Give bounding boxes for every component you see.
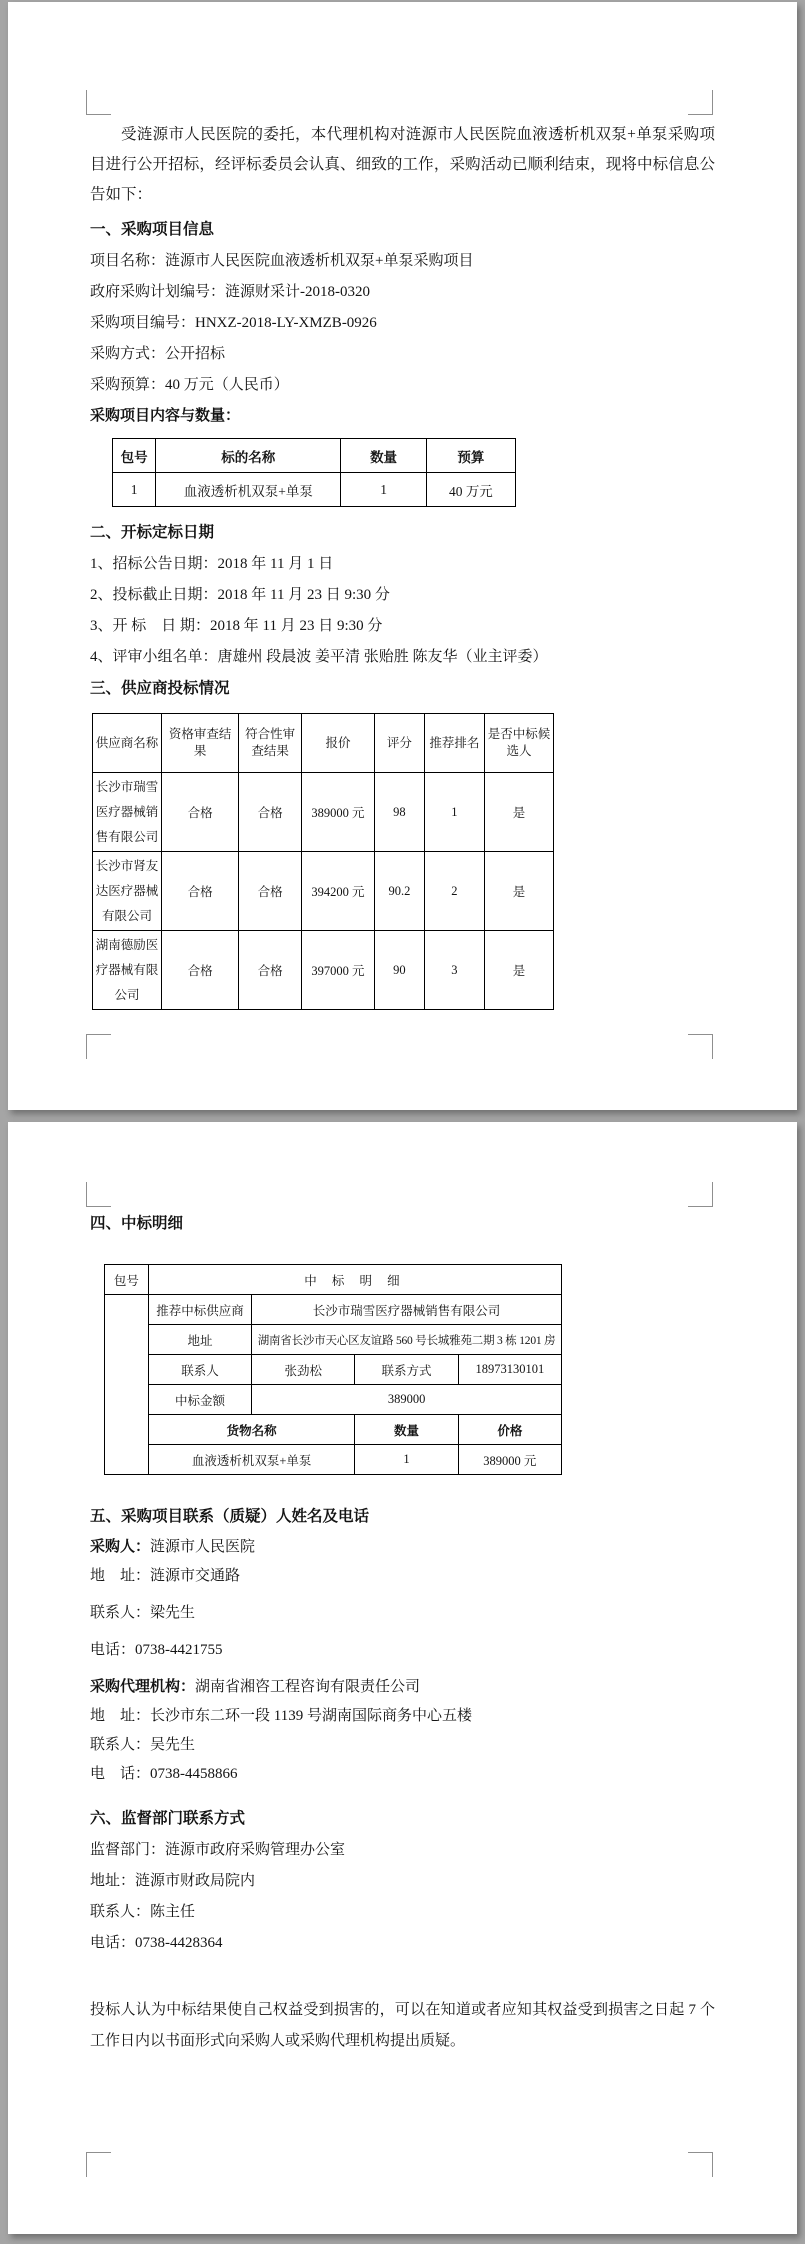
lot-table [112, 438, 516, 507]
contact-value: 涟源市交通路 [150, 1568, 241, 1584]
info-line-project-number: 采购项目编号：HNXZ-2018-LY-XMZB-0926 [90, 315, 377, 331]
contact-label: 地 址： [90, 1708, 151, 1724]
sup-2-score: 90.2 [375, 852, 425, 931]
lot-table-row [113, 473, 516, 507]
crop-mark-top-left [86, 1182, 111, 1207]
sup-3-price: 397000 元 [301, 931, 374, 1010]
contact-label: 电 话： [90, 1766, 151, 1782]
award-price-label: 价格 [458, 1415, 561, 1445]
award-row-goods [105, 1445, 562, 1475]
content-qty-label: 采购项目内容与数量： [90, 408, 241, 424]
award-qty-value: 1 [355, 1445, 458, 1475]
crop-mark-top-left [86, 90, 111, 115]
lot-table-header-row [113, 439, 516, 473]
bid-date-line-deadline: 2、投标截止日期：2018 年 11 月 23 日 9:30 分 [90, 587, 390, 603]
contact-line-agency-phone [90, 1760, 715, 1789]
supplier-row-3 [93, 931, 554, 1010]
supplier-row-1 [93, 773, 554, 852]
award-row-supplier [105, 1295, 562, 1325]
crop-mark-bottom-right [688, 2152, 713, 2177]
supplier-row-2 [93, 852, 554, 931]
crop-mark-bottom-left [86, 2152, 111, 2177]
document-page-2 [8, 1122, 797, 2234]
contact-line-purchaser-person [90, 1599, 715, 1628]
info-line-plan-number: 政府采购计划编号：涟源财采计-2018-0320 [90, 284, 370, 300]
sup-header-price: 报价 [301, 714, 374, 773]
supplier-table-header-row [93, 714, 554, 773]
sup-1-candidate: 是 [485, 773, 554, 852]
info-line-method: 采购方式：公开招标 [90, 346, 226, 362]
supervision-line-person: 联系人：陈主任 [90, 1904, 196, 1920]
contact-label: 联系人： [90, 1737, 151, 1753]
lot-header-bao: 包号 [113, 439, 156, 473]
award-goods-value: 血液透析机双泵+单泵 [148, 1445, 355, 1475]
crop-mark-bottom-right [688, 1034, 713, 1059]
sup-3-conform: 合格 [239, 931, 301, 1010]
sup-1-price: 389000 元 [301, 773, 374, 852]
award-qty-label: 数量 [355, 1415, 458, 1445]
supervision-line-address: 地址：涟源市财政局院内 [90, 1873, 256, 1889]
contact-label: 采购人： [90, 1539, 151, 1555]
contact-label: 地 址： [90, 1568, 151, 1584]
sup-1-score: 98 [375, 773, 425, 852]
supervision-line-phone: 电话：0738-4428364 [90, 1935, 223, 1951]
contact-label: 电话： [90, 1642, 136, 1658]
award-title: 中 标 明 细 [148, 1265, 561, 1295]
sup-header-candidate: 是否中标候选人 [485, 714, 554, 773]
section-heading-5: 五、采购项目联系（质疑）人姓名及电话 [90, 1508, 370, 1525]
contact-value: 涟源市人民医院 [150, 1539, 256, 1555]
contact-label: 联系人： [90, 1605, 151, 1621]
award-price-value: 389000 元 [458, 1445, 561, 1475]
info-line-project-name: 项目名称：涟源市人民医院血液透析机双泵+单泵采购项目 [90, 253, 474, 269]
crop-mark-bottom-left [86, 1034, 111, 1059]
bid-date-line-committee: 4、评审小组名单：唐雄州 段晨波 姜平清 张贻胜 陈友华（业主评委） [90, 649, 548, 665]
section-heading-6: 六、监督部门联系方式 [90, 1810, 246, 1827]
award-supplier-value: 长沙市瑞雪医疗器械销售有限公司 [252, 1295, 562, 1325]
lot-cell-bao: 1 [113, 473, 156, 507]
contact-value: 梁先生 [150, 1605, 196, 1621]
contact-value: 0738-4421755 [135, 1642, 223, 1658]
sup-2-qual: 合格 [161, 852, 238, 931]
sup-header-rank: 推荐排名 [424, 714, 484, 773]
sup-1-conform: 合格 [239, 773, 301, 852]
contact-line-purchaser [90, 1533, 715, 1562]
sup-header-qual: 资格审查结果 [161, 714, 238, 773]
award-addr-value: 湖南省长沙市天心区友谊路 560 号长城雅苑二期 3 栋 1201 房 [252, 1325, 562, 1355]
award-row-contact [105, 1355, 562, 1385]
section-heading-1: 一、采购项目信息 [90, 221, 215, 238]
info-line-budget: 采购预算：40 万元（人民币） [90, 377, 289, 393]
supplier-table [92, 713, 554, 1010]
lot-cell-budget: 40 万元 [426, 473, 515, 507]
award-row-goods-header [105, 1415, 562, 1445]
award-phone-value: 18973130101 [458, 1355, 561, 1385]
sup-1-rank: 1 [424, 773, 484, 852]
award-phone-label: 联系方式 [355, 1355, 458, 1385]
award-bao-label: 包号 [105, 1265, 149, 1295]
section-heading-3: 三、供应商投标情况 [90, 680, 230, 697]
contact-value: 湖南省湘咨工程咨询有限责任公司 [195, 1679, 421, 1695]
sup-1-name: 长沙市瑞雪医疗器械销售有限公司 [93, 773, 162, 852]
award-contact-value: 张劲松 [252, 1355, 355, 1385]
lot-header-budget: 预算 [426, 439, 515, 473]
sup-header-name: 供应商名称 [93, 714, 162, 773]
sup-2-rank: 2 [424, 852, 484, 931]
award-table [104, 1264, 562, 1475]
lot-header-qty: 数量 [341, 439, 426, 473]
award-amount-value: 389000 [252, 1385, 562, 1415]
lot-cell-name: 血液透析机双泵+单泵 [156, 473, 341, 507]
contact-line-purchaser-phone [90, 1636, 715, 1665]
sup-header-score: 评分 [375, 714, 425, 773]
award-supplier-label: 推荐中标供应商 [148, 1295, 251, 1325]
sup-3-candidate: 是 [485, 931, 554, 1010]
contact-line-purchaser-address [90, 1562, 715, 1591]
sup-3-score: 90 [375, 931, 425, 1010]
section-heading-2: 二、开标定标日期 [90, 524, 215, 541]
section-heading-4: 四、中标明细 [90, 1215, 184, 1232]
award-contact-label: 联系人 [148, 1355, 251, 1385]
closing-paragraph: 投标人认为中标结果使自己权益受到损害的，可以在知道或者应知其权益受到损害之日起 7 个工作日内以书面形式向采购人或采购代理机构提出质疑。 [90, 2002, 715, 2049]
crop-mark-top-right [688, 90, 713, 115]
award-addr-label: 地址 [148, 1325, 251, 1355]
contact-label: 采购代理机构： [90, 1679, 196, 1695]
award-row-amount [105, 1385, 562, 1415]
sup-3-qual: 合格 [161, 931, 238, 1010]
sup-2-candidate: 是 [485, 852, 554, 931]
contact-line-agency-address [90, 1702, 715, 1731]
award-bao-value [105, 1295, 149, 1475]
award-row-address [105, 1325, 562, 1355]
award-amount-label: 中标金额 [148, 1385, 251, 1415]
sup-2-conform: 合格 [239, 852, 301, 931]
contact-value: 长沙市东二环一段 1139 号湖南国际商务中心五楼 [150, 1708, 472, 1724]
contact-line-agency [90, 1673, 715, 1702]
sup-3-name: 湖南德励医疗器械有限公司 [93, 931, 162, 1010]
sup-2-price: 394200 元 [301, 852, 374, 931]
sup-1-qual: 合格 [161, 773, 238, 852]
sup-3-rank: 3 [424, 931, 484, 1010]
bid-date-line-announce: 1、招标公告日期：2018 年 11 月 1 日 [90, 556, 334, 572]
intro-paragraph: 受涟源市人民医院的委托，本代理机构对涟源市人民医院血液透析机双泵+单泵采购项目进行公开招标，经评标委员会认真、细致的工作，采购活动已顺利结束，现将中标信息公告如下： [90, 126, 715, 203]
sup-header-conform: 符合性审查结果 [239, 714, 301, 773]
contact-value: 0738-4458866 [150, 1766, 238, 1782]
document-page-1 [8, 2, 797, 1110]
lot-header-name: 标的名称 [156, 439, 341, 473]
award-row-title [105, 1265, 562, 1295]
contact-line-agency-person [90, 1731, 715, 1760]
sup-2-name: 长沙市肾友达医疗器械有限公司 [93, 852, 162, 931]
contact-value: 吴先生 [150, 1737, 196, 1753]
lot-cell-qty: 1 [341, 473, 426, 507]
award-goods-label: 货物名称 [148, 1415, 355, 1445]
supervision-line-dept: 监督部门：涟源市政府采购管理办公室 [90, 1842, 346, 1858]
bid-date-line-opening: 3、开 标 日 期：2018 年 11 月 23 日 9:30 分 [90, 618, 383, 634]
crop-mark-top-right [688, 1182, 713, 1207]
